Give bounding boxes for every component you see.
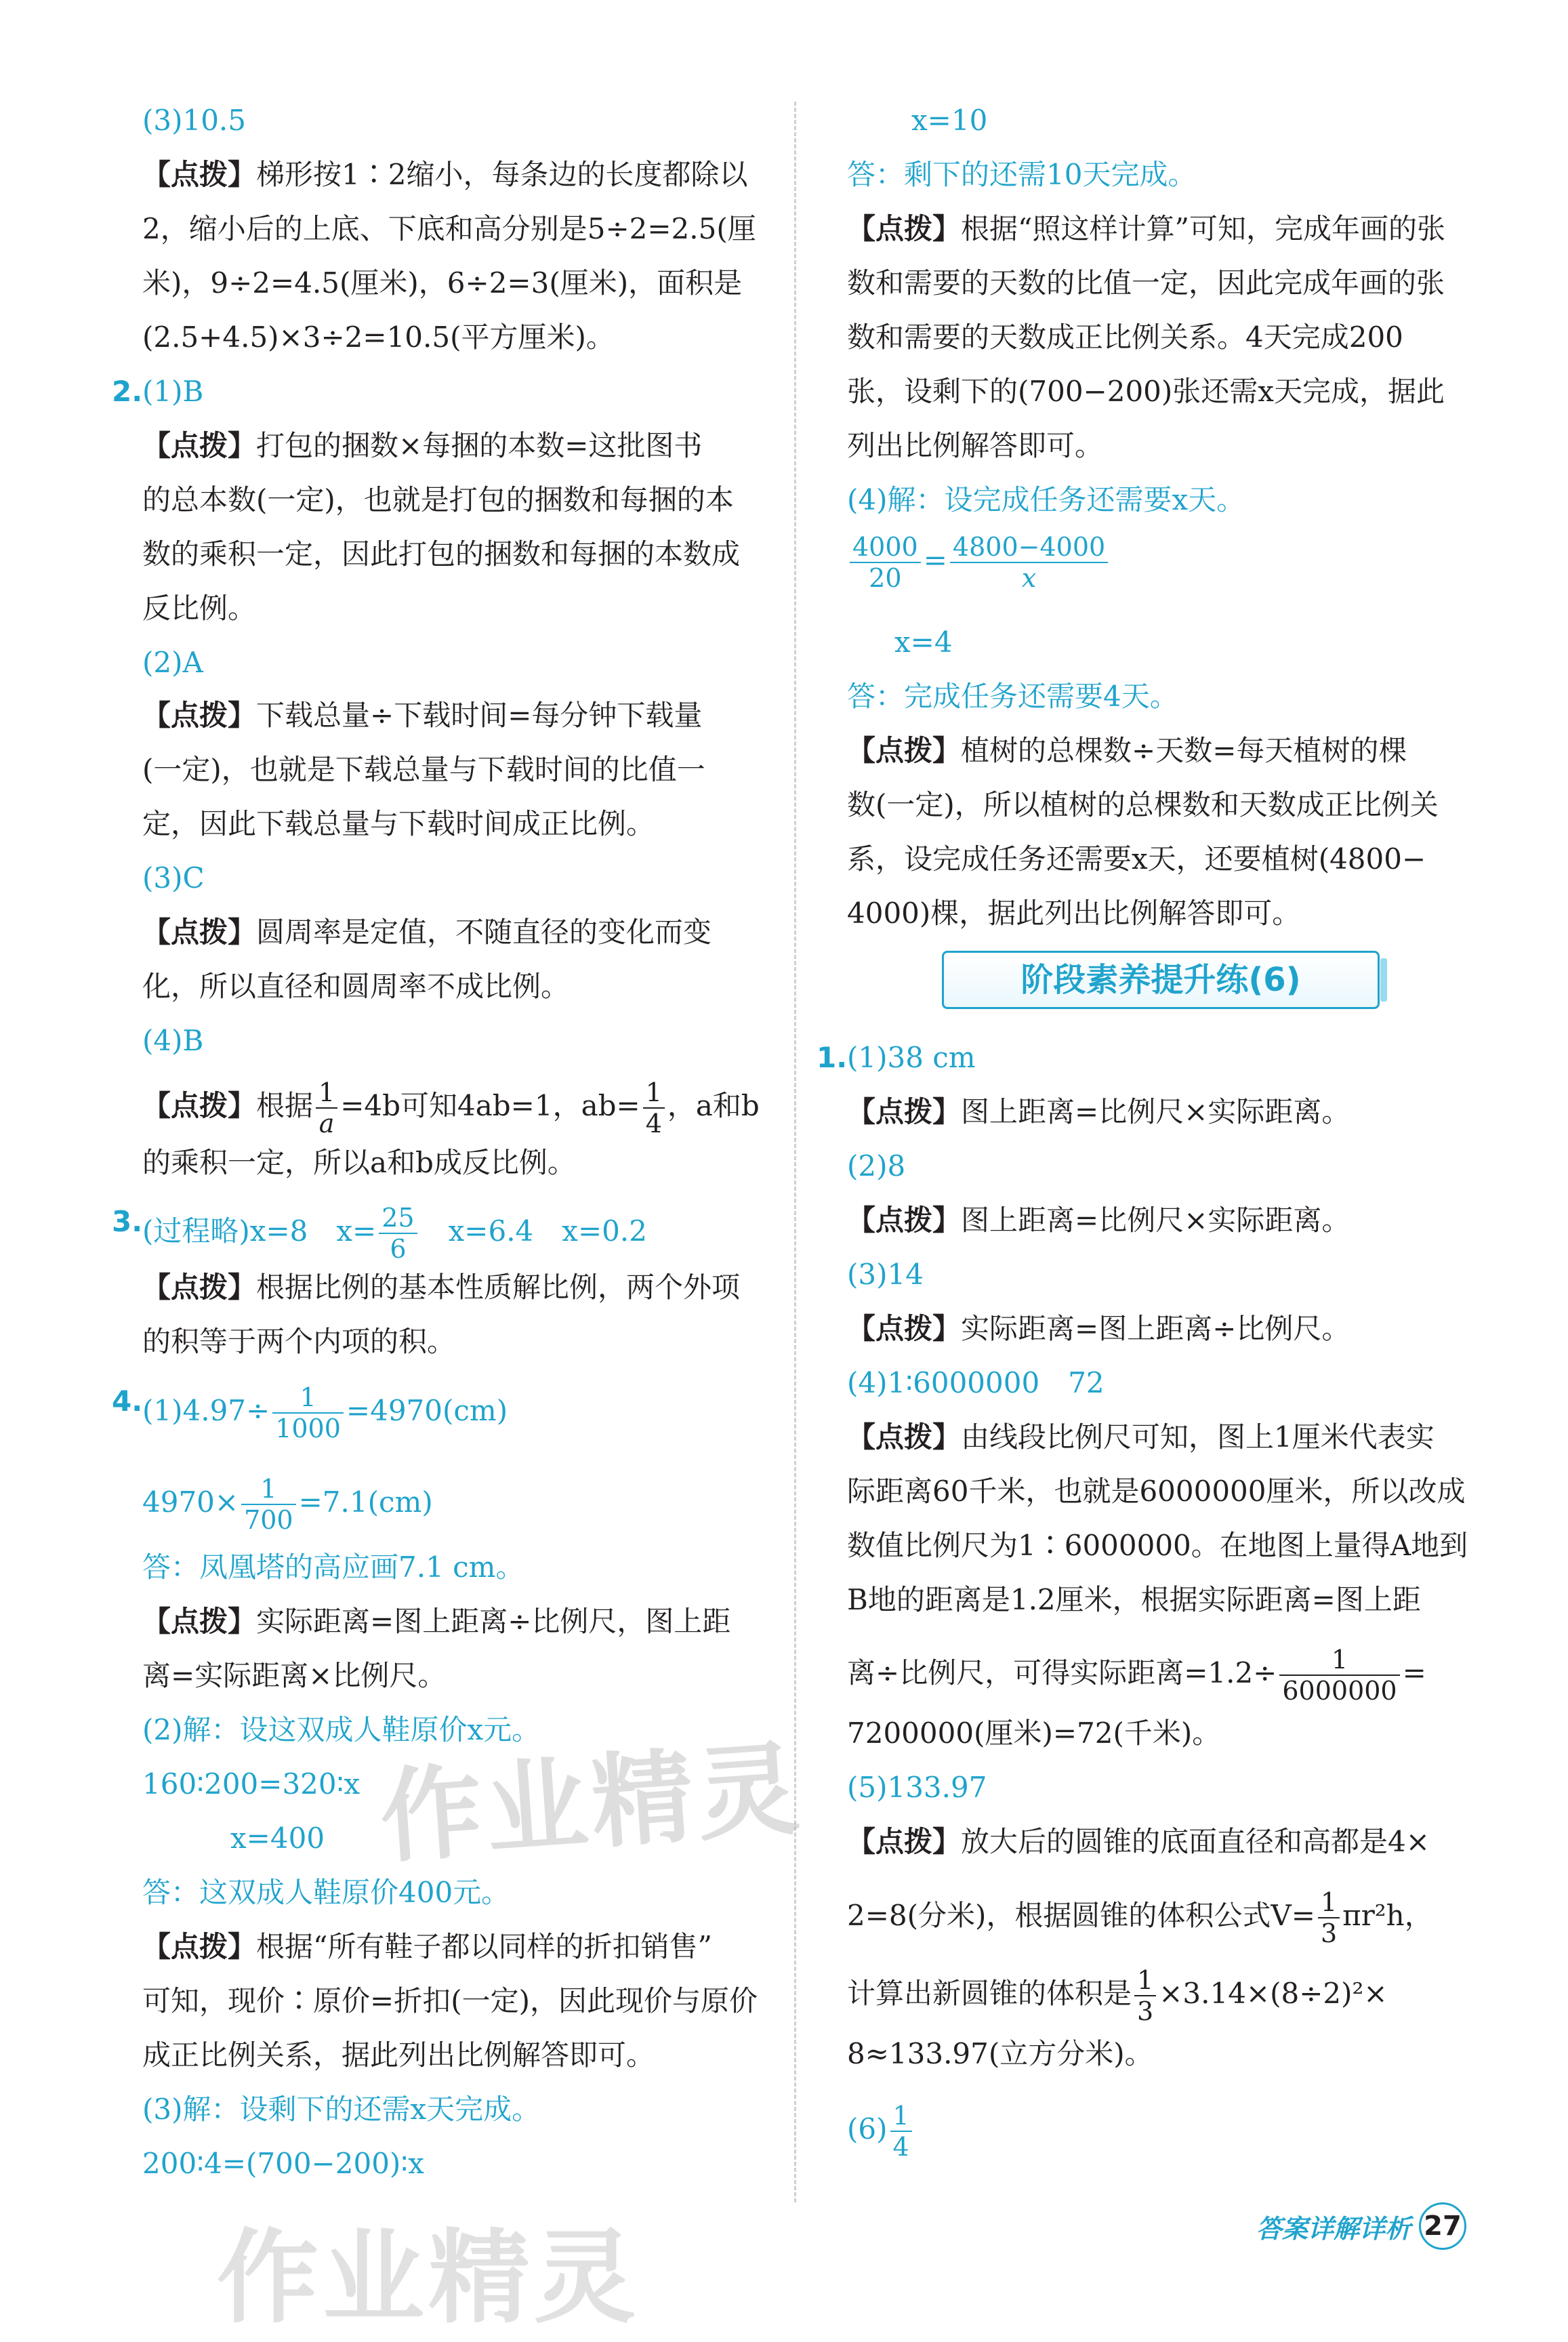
text-line: 计算出新圆锥的体积是 $\frac{1}{3}$ ×3.14×(8÷2)²× [847,1965,1388,2026]
text-line: 8≈133.97(立方分米)。 [847,2037,1153,2070]
text-line: 的乘积一定，所以a和b成反比例。 [142,1146,576,1179]
answer-line: 160∶200=320∶x [142,1767,360,1801]
answer-line: (2)8 [847,1149,906,1183]
tip-line: 【点拨】由线段比例尺可知，图上1厘米代表实 [847,1420,1435,1454]
fraction: $\frac{1}{3}$ [1318,1887,1340,1948]
watermark: 作业精灵 [376,1730,807,1878]
answer-line: (2)A [142,646,203,679]
tip-label: 【点拨】 [142,158,257,191]
text-line: 成正比例关系，据此列出比例解答即可。 [142,2038,655,2072]
text-line: 2，缩小后的上底、下底和高分别是5÷2=2.5(厘 [142,212,756,245]
text-line: 际距离60千米，也就是6000000厘米，所以改成 [847,1475,1466,1508]
fraction: $\frac{1}{700}$ [241,1474,296,1535]
text-line: 化，所以直径和圆周率不成比例。 [142,970,570,1003]
tip-label: 【点拨】 [142,1089,257,1122]
tip-line: 【点拨】图上距离=比例尺×实际距离。 [847,1095,1350,1128]
text-line: 列出比例解答即可。 [847,429,1104,462]
answer-line: x=4 [894,625,953,659]
tip-label: 【点拨】 [847,1312,962,1345]
answer-line: 答：剩下的还需10天完成。 [847,158,1197,191]
tip-line: 【点拨】圆周率是定值，不随直径的变化而变 [142,916,712,949]
question-number: 4. [112,1384,143,1418]
tip-label: 【点拨】 [142,916,257,949]
question-number: 1. [817,1041,848,1074]
answer-line: (5)133.97 [847,1771,987,1804]
section-title: 阶段素养提升练(6) [942,951,1380,1009]
text-line: 定，因此下载总量与下载时间成正比例。 [142,807,655,840]
answer-line: 2. (1)B [142,373,203,411]
text-line: 反比例。 [142,592,257,625]
tip-line: 【点拨】下载总量÷下载时间=每分钟下载量 [142,699,703,732]
text-line: 张，设剩下的(700−200)张还需x天完成，据此 [847,375,1445,408]
footer-label: 答案详解详析 [1256,2213,1411,2244]
fraction: $\frac{1}{a}$ [316,1077,337,1138]
text-line: 米)，9÷2=4.5(厘米)，6÷2=3(厘米)，面积是 [142,266,743,300]
tip-line: 【点拨】实际距离=图上距离÷比例尺，图上距 [142,1605,731,1638]
tip-label: 【点拨】 [847,1420,962,1454]
text-line: 离÷比例尺，可得实际距离=1.2÷ $\frac{1}{6000000}$ = [847,1645,1426,1706]
text-line: 数和需要的天数成正比例关系。4天完成200 [847,321,1403,354]
answer-line: 答：凤凰塔的高应画7.1 cm。 [142,1550,524,1584]
text-line: 的积等于两个内项的积。 [142,1325,456,1358]
fraction: $\frac{4800-4000}{x}$ [950,532,1108,593]
question-number: 2. [112,375,143,408]
tip-line: 【点拨】植树的总棵数÷天数=每天植树的棵 [847,734,1407,767]
answer-line: x=400 [230,1822,325,1855]
answer-line: (3)10.5 [142,104,247,137]
text-line: 可知，现价∶原价=折扣(一定)，因此现价与原价 [142,1984,758,2017]
text-line: 2=8(分米)，根据圆锥的体积公式V= $\frac{1}{3}$ πr²h， [847,1887,1433,1948]
fraction: $\frac{1}{3}$ [1134,1965,1156,2026]
text-line: 4000)棵，据此列出比例解答即可。 [847,897,1301,930]
page-footer [1256,2202,1466,2250]
text-line: 数(一定)，所以植树的总棵数和天数成正比例关 [847,788,1439,821]
tip-line: 【点拨】放大后的圆锥的底面直径和高都是4× [847,1825,1430,1858]
fraction: $\frac{1}{1000}$ [272,1382,344,1443]
answer-line: $\frac{4000}{20}$ = $\frac{4800-4000}{x}$ [847,532,1111,593]
fraction: $\frac{1}{6000000}$ [1279,1645,1399,1706]
answer-line: (3)解：设剩下的还需x天完成。 [142,2093,541,2126]
answer-line: (6) $\frac{1}{4}$ [847,2101,915,2162]
tip-label: 【点拨】 [847,212,962,245]
text-line: 离=实际距离×比例尺。 [142,1659,447,1692]
tip-label: 【点拨】 [847,1825,962,1858]
tip-label: 【点拨】 [847,734,962,767]
question-number: 3. [112,1205,143,1238]
text-line: 的总本数(一定)，也就是打包的捆数和每捆的本 [142,483,734,516]
text-line: 数和需要的天数的比值一定，因此完成年画的张 [847,266,1445,300]
tip-line: 【点拨】梯形按1∶2缩小，每条边的长度都除以 [142,158,748,191]
tip-label: 【点拨】 [847,1095,962,1128]
tip-line: 【点拨】打包的捆数×每捆的本数=这批图书 [142,429,703,462]
watermark: 作业精灵 [217,2219,640,2337]
text-line: (一定)，也就是下载总量与下载时间的比值一 [142,753,705,786]
tip-label: 【点拨】 [142,429,257,462]
text-line: B地的距离是1.2厘米，根据实际距离=图上距 [847,1583,1421,1616]
text-line: 系，设完成任务还需要x天，还要植树(4800− [847,842,1426,876]
answer-line: 3. (过程略)x=8 x= $\frac{25}{6}$ x=6.4 x=0.2 [112,1203,647,1264]
column-divider [794,102,796,2202]
fraction: $\frac{4000}{20}$ [850,532,921,593]
page-number: 27 [1419,2202,1466,2250]
answer-line: 4. (1)4.97÷ $\frac{1}{1000}$ =4970(cm) [112,1382,508,1443]
tip-line: 【点拨】根据比例的基本性质解比例，两个外项 [142,1271,741,1304]
fraction: $\frac{1}{4}$ [643,1077,665,1138]
answer-line: 4970× $\frac{1}{700}$ =7.1(cm) [142,1474,433,1535]
answer-line: x=10 [911,104,988,137]
tip-label: 【点拨】 [142,1605,257,1638]
tip-line: 【点拨】图上距离=比例尺×实际距离。 [847,1204,1350,1237]
tip-line: 【点拨】根据“所有鞋子都以同样的折扣销售” [142,1930,712,1963]
answer-line: 答：这双成人鞋原价400元。 [142,1876,510,1909]
answer-line: 200∶4=(700−200)∶x [142,2147,424,2180]
answer-line: (3)14 [847,1258,924,1291]
tip-line: 【点拨】根据 $\frac{1}{a}$ =4b可知4ab=1，ab= $\frac{1}{4}$ ，a和b [142,1077,760,1138]
text-line: 7200000(厘米)=72(千米)。 [847,1717,1221,1750]
tip-label: 【点拨】 [142,1930,257,1963]
tip-line: 【点拨】根据“照这样计算”可知，完成年画的张 [847,212,1445,245]
text-line: 数值比例尺为1∶6000000。在地图上量得A地到 [847,1529,1468,1562]
tip-label: 【点拨】 [142,699,257,732]
fraction: $\frac{1}{4}$ [890,2101,912,2162]
text-line: (2.5+4.5)×3÷2=10.5(平方厘米)。 [142,321,615,354]
answer-line: (2)解：设这双成人鞋原价x元。 [142,1713,541,1746]
fraction: $\frac{25}{6}$ [379,1203,417,1264]
answer-line: 1. (1)38 cm [847,1039,976,1077]
answer-line: (4)解：设完成任务还需要x天。 [847,483,1245,516]
text-line: 数的乘积一定，因此打包的捆数和每捆的本数成 [142,537,741,571]
tip-label: 【点拨】 [847,1204,962,1237]
answer-line: (4)B [142,1024,204,1057]
tip-line: 【点拨】实际距离=图上距离÷比例尺。 [847,1312,1350,1345]
answer-line: (4)1∶6000000 72 [847,1366,1105,1399]
answer-line: 答：完成任务还需要4天。 [847,680,1178,713]
answer-line: (3)C [142,861,205,895]
tip-label: 【点拨】 [142,1271,257,1304]
